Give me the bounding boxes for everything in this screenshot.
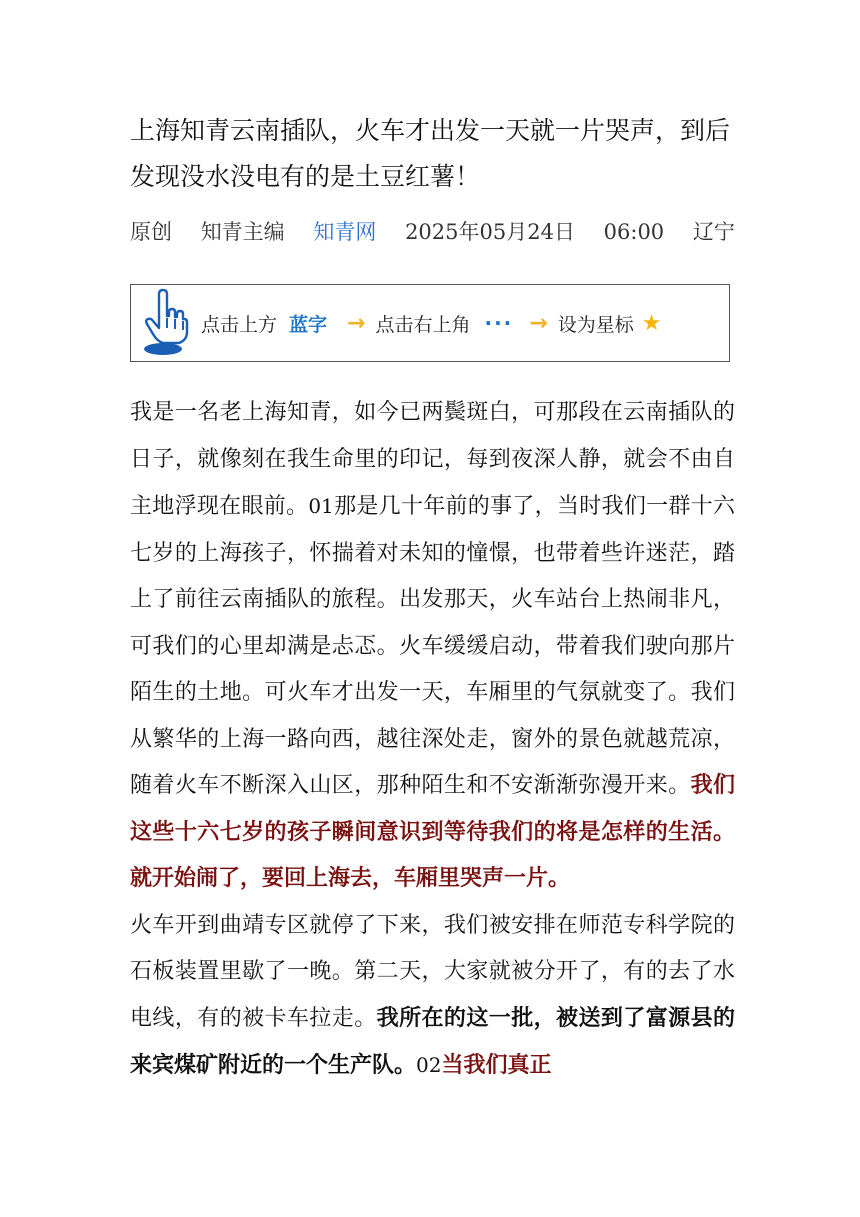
hand-pointer-icon: [139, 288, 195, 358]
arrow-right-icon-2: →: [529, 310, 548, 336]
section-number-01: 01: [308, 494, 334, 518]
banner-step1: 点击上方: [201, 313, 278, 336]
section-number-02: 02: [416, 1053, 442, 1077]
paragraph-1-text-a: 我是一名老上海知青，如今已两鬓斑白，可那段在云南插队的日子，就像刻在我生命里的印记，每到夜深人静，就会不由自主地浮现在眼前。: [130, 400, 735, 519]
author-name: 知青主编: [200, 220, 285, 244]
arrow-right-icon: →: [347, 310, 366, 336]
article-meta: [130, 212, 750, 252]
article-body: [130, 390, 735, 1090]
follow-banner: [130, 284, 730, 362]
paragraph-1-text-b: 那是几十年前的事了，当时我们一群十六七岁的上海孩子，怀揣着对未知的憧憬，也带着些许迷茫，踏上了前往云南插队的旅程。出发那天，火车站台上热闹非凡，可我们的心里却满是忐忑。火车缓缓启动，带着我们驶向那片陌生的土地。可火车才出发一天，车厢里的气氛就变了。我们从繁华的上海一路向西，越往深处走，窗外的景色就越荒凉，随着火车不断深入山区，那种陌生和不安渐渐弥漫开来。: [130, 494, 735, 798]
publish-time: 06:00: [603, 220, 665, 244]
star-icon: ★: [641, 310, 662, 336]
paragraph-2-text-a: 火车开到曲靖专区就停了下来，我们被安排在师范专科学院的石板装置里歇了一晚。第二天，大家就被分开了，有的去了水电线，有的被卡车拉走。: [130, 912, 735, 1031]
paragraph-2: [130, 903, 735, 1090]
banner-step3: 设为星标: [557, 313, 634, 336]
banner-step2: 点击右上角: [375, 313, 471, 336]
article-title: 上海知青云南插队，火车才出发一天就一片哭声，到后发现没水没电有的是土豆红薯！: [130, 116, 731, 191]
account-link[interactable]: 知青网: [313, 220, 377, 244]
publish-date: 2025年05月24日: [405, 220, 575, 244]
original-tag: 原创: [130, 220, 172, 244]
banner-blue-text[interactable]: 蓝字: [289, 313, 328, 336]
paragraph-1-highlight: 我们这些十六七岁的孩子瞬间意识到等待我们的将是怎样的生活。就开始闹了，要回上海去，车厢里哭声一片。: [130, 773, 735, 891]
paragraph-1: [130, 390, 735, 903]
publish-location: 辽宁: [692, 220, 735, 244]
paragraph-2-highlight: 当我们真正: [441, 1053, 552, 1078]
more-dots-icon: ···: [484, 311, 514, 335]
paragraph-2-bold: 我所在的这一批，被送到了富源县的来宾煤矿附近的一个生产队。: [130, 1005, 735, 1078]
